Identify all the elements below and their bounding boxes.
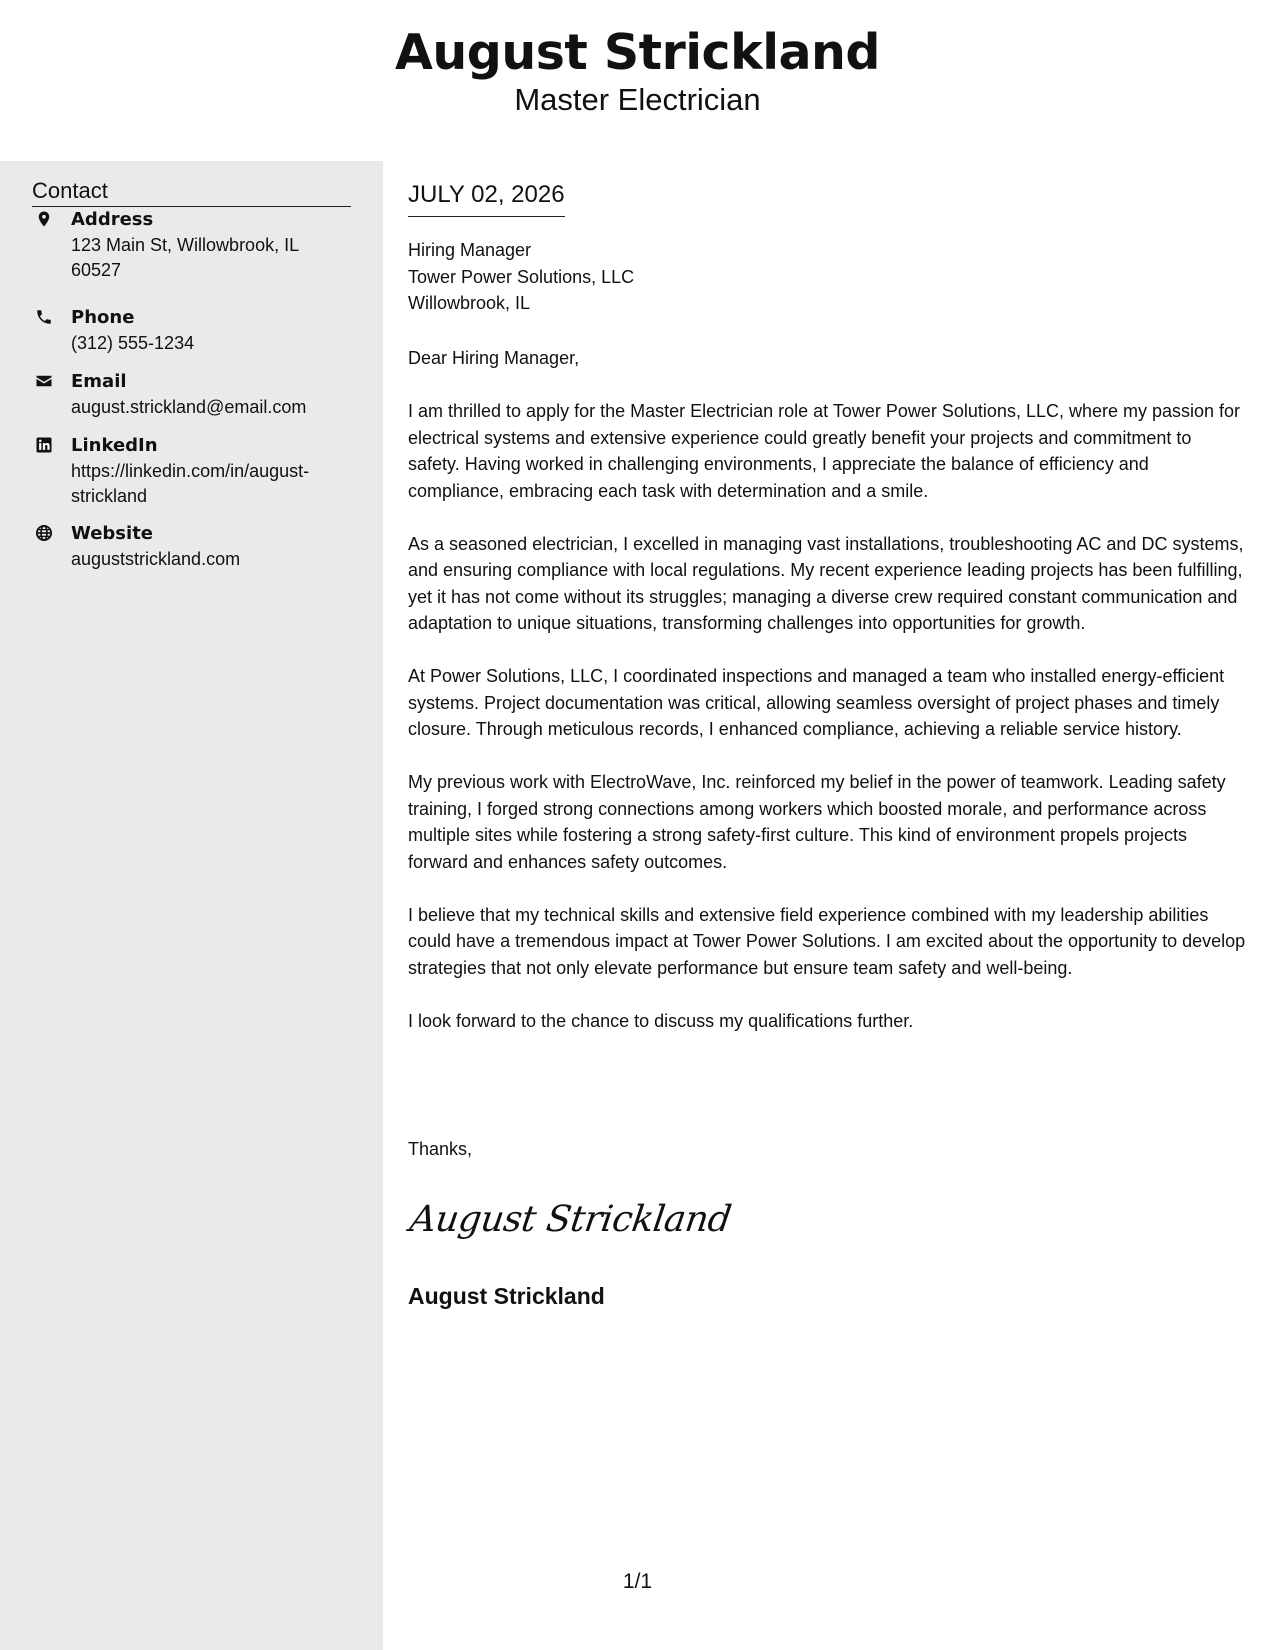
- contact-sidebar: [0, 161, 383, 1650]
- letter-body: [408, 345, 1248, 1061]
- contact-label: Address: [71, 209, 154, 230]
- contact-label: Phone: [71, 307, 135, 328]
- applicant-title: Master Electrician: [514, 82, 761, 117]
- body-paragraph: At Power Solutions, LLC, I coordinated inspections and managed a team who installed energy-efficient systems. Project documentation was critical, allowing seamless oversight of project phases and timely closure. Through meticulous records, I enhanced compliance, achieving a reliable service history.: [408, 666, 1225, 739]
- page-number: 1/1: [622, 1570, 653, 1593]
- linkedin-icon: [35, 436, 53, 454]
- map-pin-icon: [35, 210, 53, 228]
- envelope-icon: [35, 372, 53, 390]
- handwritten-signature: August Strickland: [407, 1199, 734, 1240]
- body-paragraph: My previous work with ElectroWave, Inc. reinforced my belief in the power of teamwork. Leading safety training, I forged strong connections among workers which boosted morale, and performance across multiple sites while fostering a strong safety-first culture. This kind of environment propels projects forward and enhances safety outcomes.: [408, 772, 1226, 872]
- signed-name: August Strickland: [408, 1283, 605, 1309]
- contact-value[interactable]: auguststrickland.com: [71, 549, 241, 569]
- contact-heading: Contact: [32, 176, 351, 207]
- body-paragraph: I believe that my technical skills and extensive field experience combined with my leadership abilities could have a tremendous impact at Tower Power Solutions. I am excited about the opportunity to develop strategies that not only elevate performance but ensure team safety and well-being.: [408, 904, 1246, 978]
- recipient-block: [408, 237, 634, 317]
- salutation: Dear Hiring Manager,: [408, 348, 580, 368]
- globe-icon: [35, 524, 53, 542]
- closing: Thanks,: [408, 1139, 473, 1159]
- contact-value: 123 Main St, Willowbrook, IL 60527: [71, 235, 299, 280]
- recipient-location: Willowbrook, IL: [408, 293, 531, 313]
- body-paragraph: As a seasoned electrician, I excelled in managing vast installations, troubleshooting AC and DC systems, and ensuring compliance with local regulations. My recent experience leading projects has been fulfilling, yet it has not come without its struggles; managing a diverse crew required constant communication and adaptation to unique situations, transforming challenges into opportunities for growth.: [408, 533, 1244, 633]
- letter-date: JULY 02, 2026: [408, 179, 565, 217]
- body-paragraph: I look forward to the chance to discuss my qualifications further.: [408, 1010, 914, 1031]
- contact-value: august.strickland@email.com: [71, 397, 307, 417]
- applicant-name: August Strickland: [394, 24, 881, 81]
- contact-value: (312) 555-1234: [71, 333, 195, 353]
- phone-icon: [35, 308, 53, 326]
- contact-label: LinkedIn: [71, 435, 158, 456]
- recipient-name: Hiring Manager: [408, 240, 532, 260]
- resume-header: [0, 0, 1275, 160]
- body-paragraph: I am thrilled to apply for the Master Electrician role at Tower Power Solutions, LLC, where my passion for electrical systems and extensive experience could greatly benefit your projects and commitment to safety. Having worked in challenging environments, I appreciate the balance of efficiency and compliance, embracing each task with determination and a smile.: [408, 401, 1241, 501]
- contact-value[interactable]: https://linkedin.com/in/august-strickland: [71, 461, 310, 506]
- recipient-company: Tower Power Solutions, LLC: [408, 266, 635, 287]
- contact-label: Email: [71, 371, 127, 392]
- contact-label: Website: [71, 523, 154, 544]
